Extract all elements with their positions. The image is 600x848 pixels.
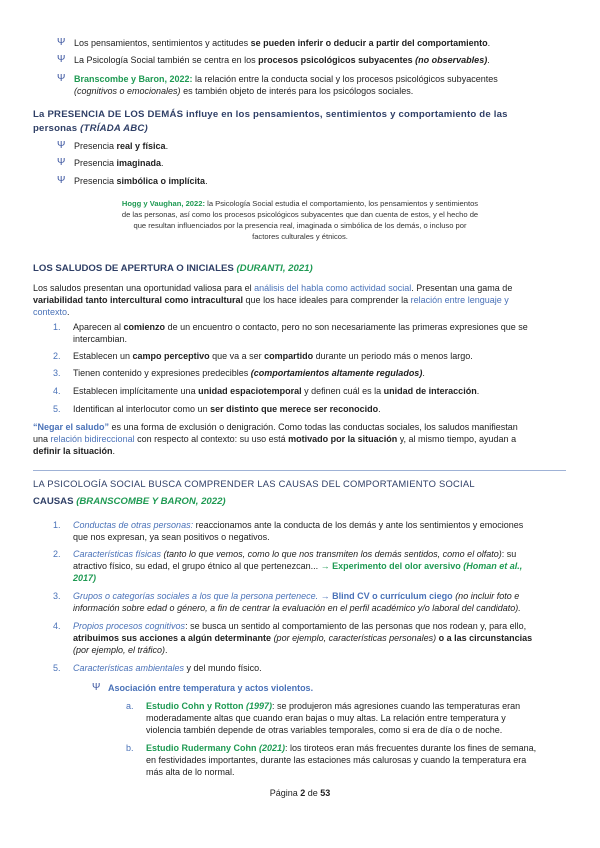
presencia-item-1: Presencia real y física. xyxy=(74,141,169,151)
causas-item-2-line2: atractivo físico, su edad, el grupo étnico al que pertenezcan... → Experimento del olor aversivo (Homan et al., xyxy=(73,561,523,571)
causas-banner: LA PSICOLOGÍA SOCIAL BUSCA COMPRENDER LAS CAUSAS DEL COMPORTAMIENTO SOCIAL xyxy=(33,478,475,489)
saludos-paragraph-line2: variabilidad tanto intercultural como intracultural que los hace ideales para comprender la relación entre lenguaje y xyxy=(33,295,509,305)
negar-saludo-line3: definir la situación. xyxy=(33,446,116,456)
causas-item-2-line3: 2017) xyxy=(73,573,97,583)
list-letter: a. xyxy=(126,701,134,711)
presencia-heading: La PRESENCIA DE LOS DEMÁS influye en los pensamientos, sentimientos y comportamiento de las xyxy=(33,109,508,120)
saludos-paragraph-line3: contexto. xyxy=(33,307,70,317)
list-number: 1. xyxy=(53,520,61,530)
saludos-item-1: Aparecen al comienzo de un encuentro o contacto, pero no son necesariamente las primeras expresiones que se xyxy=(73,322,528,332)
list-number: 2. xyxy=(53,351,61,361)
list-number: 2. xyxy=(53,549,61,559)
temperatura-heading: Asociación entre temperatura y actos violentos. xyxy=(108,683,314,693)
estudio-ruderman-cohn: Estudio Rudermany Cohn (2021): los tiroteos eran más frecuentes durante los fines de semana, xyxy=(146,743,537,753)
bullet-icon: Ψ xyxy=(92,682,101,693)
presencia-item-2: Presencia imaginada. xyxy=(74,158,164,168)
section-divider xyxy=(33,470,566,471)
list-number: 5. xyxy=(53,663,61,673)
causas-item-5: Características ambientales y del mundo físico. xyxy=(73,663,262,673)
causas-item-3-line2: información sobre edad o género, a fin de centrar la evaluación en el perfil académico y/o laboral del candidato). xyxy=(73,603,521,613)
negar-saludo-line1: “Negar el saludo” es una forma de exclusión o denigración. Como todas las conductas sociales, los saludos manifiestan xyxy=(33,422,518,432)
top-bullet-1: Los pensamientos, sentimientos y actitudes se pueden inferir o deducir a partir del comportamiento. xyxy=(74,38,491,48)
estudio-ruderman-cohn-line3: más alta de lo normal. xyxy=(146,767,235,777)
negar-saludo-line2: una relación bidireccional con respecto al contexto: su uso está motivado por la situación y, al mismo tiempo, ayudan a xyxy=(33,434,517,444)
causas-heading: CAUSAS (BRANSCOMBE Y BARON, 2022) xyxy=(33,496,226,507)
saludos-item-1-line2: intercambian. xyxy=(73,334,128,344)
causas-item-3: Grupos o categorías sociales a los que la persona pertenece. → Blind CV o currículum ciego (no incluir foto e xyxy=(73,591,520,601)
saludos-paragraph-line1: Los saludos presentan una oportunidad valiosa para el análisis del habla como actividad social. Presentan una gama de xyxy=(33,283,513,293)
list-letter: b. xyxy=(126,743,134,753)
list-number: 3. xyxy=(53,368,61,378)
causas-item-1-line2: que nos expresan, ya sean positivos o negativos. xyxy=(73,532,270,542)
presencia-item-3: Presencia simbólica o implícita. xyxy=(74,176,208,186)
list-number: 5. xyxy=(53,404,61,414)
list-number: 4. xyxy=(53,386,61,396)
bullet-icon: Ψ xyxy=(57,140,66,151)
top-bullet-3-line2: (cognitivos o emocionales) es también objeto de interés para los psicólogos sociales. xyxy=(74,86,414,96)
top-bullet-2: La Psicología Social también se centra en los procesos psicológicos subyacentes (no observables). xyxy=(74,55,490,65)
saludos-item-4: Establecen implícitamente una unidad espaciotemporal y definen cuál es la unidad de interacción. xyxy=(73,386,480,396)
saludos-item-5: Identifican al interlocutor como un ser distinto que merece ser reconocido. xyxy=(73,404,381,414)
bullet-icon: Ψ xyxy=(57,157,66,168)
causas-item-4-line2: atribuimos sus acciones a algún determinante (por ejemplo, características personales) o a las circunstancias xyxy=(73,633,533,643)
estudio-cohn-rotton: Estudio Cohn y Rotton (1997): se produjeron más agresiones cuando las temperaturas eran xyxy=(146,701,521,711)
saludos-item-3: Tienen contenido y expresiones predecibles (comportamientos altamente regulados). xyxy=(73,368,425,378)
list-number: 3. xyxy=(53,591,61,601)
bullet-icon: Ψ xyxy=(57,37,66,48)
causas-item-4-line3: (por ejemplo, el tráfico). xyxy=(73,645,168,655)
presencia-heading-line2: personas (TRÍADA ABC) xyxy=(33,123,148,134)
saludos-heading: LOS SALUDOS DE APERTURA O INICIALES (DURANTI, 2021) xyxy=(33,263,313,274)
page-footer: Página 2 de 53 xyxy=(269,788,331,798)
bullet-icon: Ψ xyxy=(57,73,66,84)
saludos-item-2: Establecen un campo perceptivo que va a ser compartido durante un periodo más o menos largo. xyxy=(73,351,473,361)
estudio-cohn-rotton-line3: violencia también depende de otras variables temporales, como si era de día o de noche. xyxy=(146,725,503,735)
causas-item-1: Conductas de otras personas: reaccionamos ante la conducta de los demás y ante los sentimientos y emociones xyxy=(73,520,524,530)
bullet-icon: Ψ xyxy=(57,175,66,186)
list-number: 1. xyxy=(53,322,61,332)
list-number: 4. xyxy=(53,621,61,631)
bullet-icon: Ψ xyxy=(57,54,66,65)
causas-item-2: Características físicas (tanto lo que vemos, como lo que nos transmiten los demás sentidos, como el olfato): su xyxy=(73,549,517,559)
hogg-vaughan-quote: Hogg y Vaughan, 2022: la Psicología Social estudia el comportamiento, los pensamientos y sentimientos de las personas, así como los procesos psicológicos subyacentes que dan cuenta de estos, y el hecho de que resultan influenciados por la presencia real, imaginada o simbólica de los demás, o incluso por factores culturales y étnicos. xyxy=(121,199,479,241)
estudio-cohn-rotton-line2: moderadamente altas que cuando eran bajas o muy altas. La relación entre temperatura y xyxy=(146,713,506,723)
estudio-ruderman-cohn-line2: en festividades importantes, durante las estaciones más calurosas y cuando la temperatura era xyxy=(146,755,527,765)
causas-item-4: Propios procesos cognitivos: se busca un sentido al comportamiento de las personas que nos rodean y, para ello, xyxy=(73,621,527,631)
top-bullet-3: Branscombe y Baron, 2022: la relación entre la conducta social y los procesos psicológicos subyacentes xyxy=(74,74,498,84)
